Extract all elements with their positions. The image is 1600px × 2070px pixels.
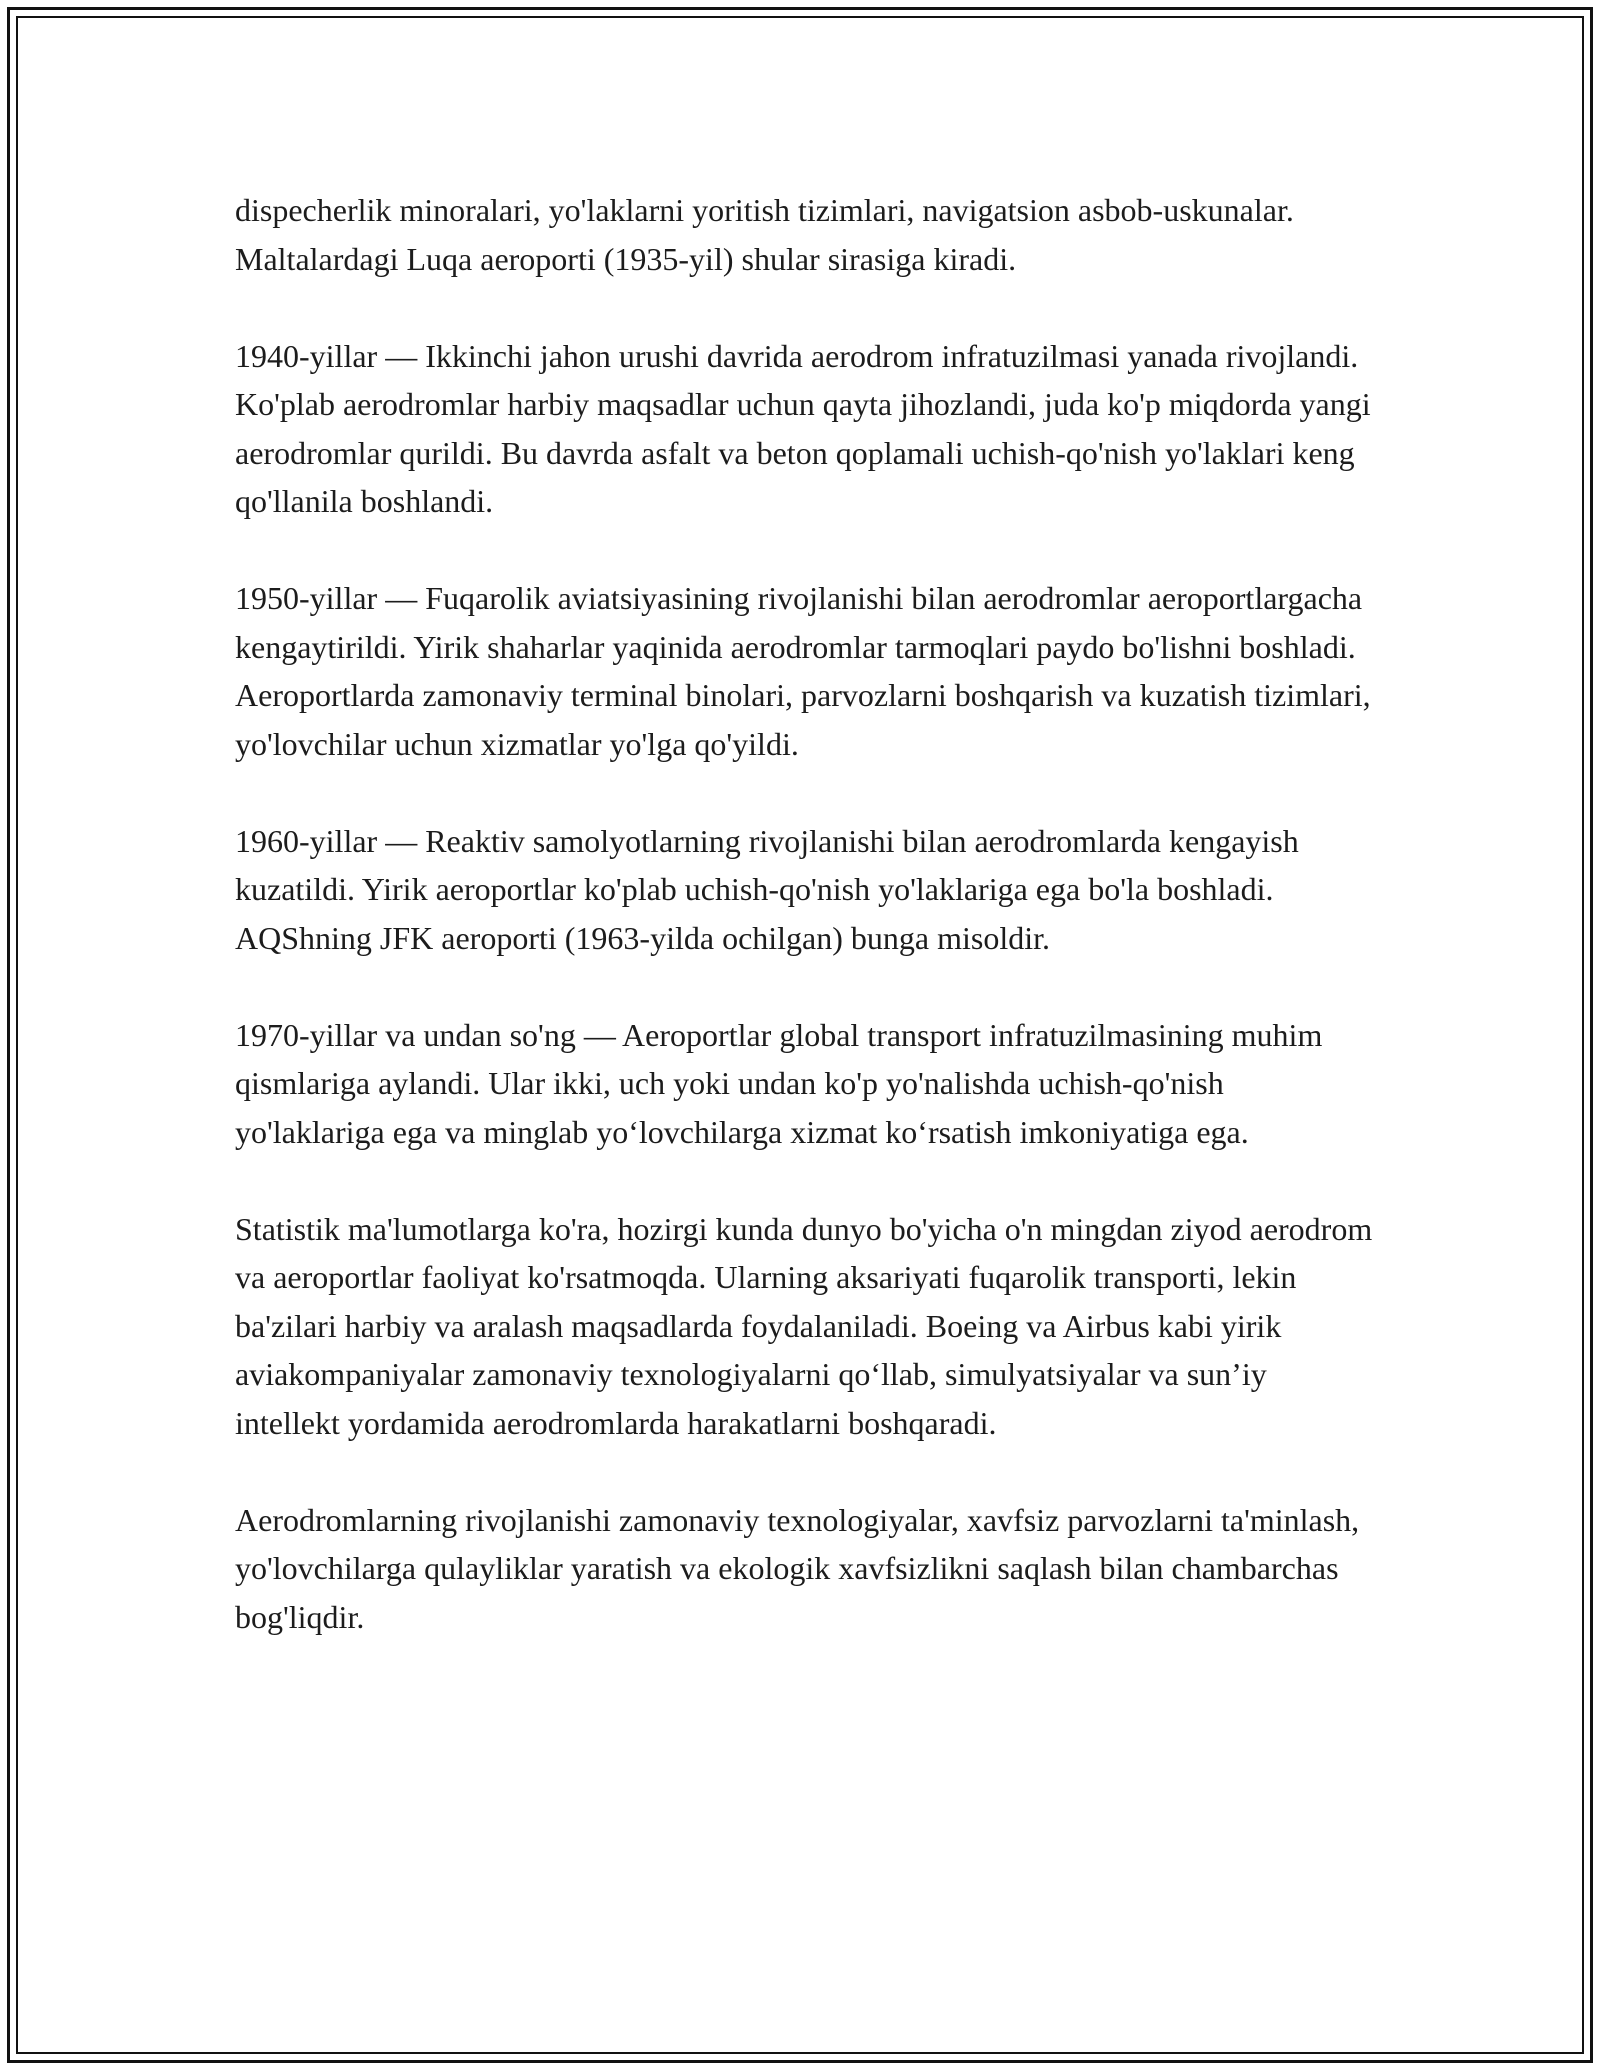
document-body <box>235 186 1375 1690</box>
paragraph: Statistik ma'lumotlarga ko'ra, hozirgi kunda dunyo bo'yicha o'n mingdan ziyod aerodrom va aeroportlar faoliyat ko'rsatmoqda. Ularning aksariyati fuqarolik transporti, lekin ba'zilari harbiy va aralash maqsadlarda foydalaniladi. Boeing va Airbus kabi yirik aviakompaniyalar zamonaviy texnologiyalarni qo‘llab, simulyatsiyalar va sun’iy intellekt yordamida aerodromlarda harakatlarni boshqaradi. <box>235 1210 1373 1441</box>
paragraph: 1970-yillar va undan so'ng — Aeroportlar global transport infratuzilmasining muhim qismlariga aylandi. Ular ikki, uch yoki undan ko'p yo'nalishda uchish-qo'nish yo'laklariga ega va minglab yo‘lovchilarga xizmat ko‘rsatish imkoniyatiga ega. <box>235 1016 1323 1150</box>
paragraph: dispecherlik minoralari, yo'laklarni yoritish tizimlari, navigatsion asbob-uskunalar. Maltalardagi Luqa aeroporti (1935-yil) shular sirasiga kiradi. <box>235 192 1294 277</box>
paragraph: 1960-yillar — Reaktiv samolyotlarning rivojlanishi bilan aerodromlarda kengayish kuzatildi. Yirik aeroportlar ko'plab uchish-qo'nish yo'laklariga ega bo'la boshladi. AQShning JFK aeroporti (1963-yilda ochilgan) bunga misoldir. <box>235 822 1299 956</box>
paragraph: Aerodromlarning rivojlanishi zamonaviy texnologiyalar, xavfsiz parvozlarni ta'minlash, yo'lovchilarga qulayliklar yaratish va ekologik xavfsizlikni saqlash bilan chambarchas bog'liqdir. <box>235 1501 1360 1635</box>
paragraph: 1940-yillar — Ikkinchi jahon urushi davrida aerodrom infratuzilmasi yanada rivojlandi. Ko'plab aerodromlar harbiy maqsadlar uchun qayta jihozlandi, juda ko'p miqdorda yangi aerodromlar qurildi. Bu davrda asfalt va beton qoplamali uchish-qo'nish yo'laklari keng qo'llanila boshlandi. <box>235 337 1371 519</box>
paragraph: 1950-yillar — Fuqarolik aviatsiyasining rivojlanishi bilan aerodromlar aeroportlargacha kengaytirildi. Yirik shaharlar yaqinida aerodromlar tarmoqlari paydo bo'lishni boshladi. Aeroportlarda zamonaviy terminal binolari, parvozlarni boshqarish va kuzatish tizimlari, yo'lovchilar uchun xizmatlar yo'lga qo'yildi. <box>235 580 1371 762</box>
